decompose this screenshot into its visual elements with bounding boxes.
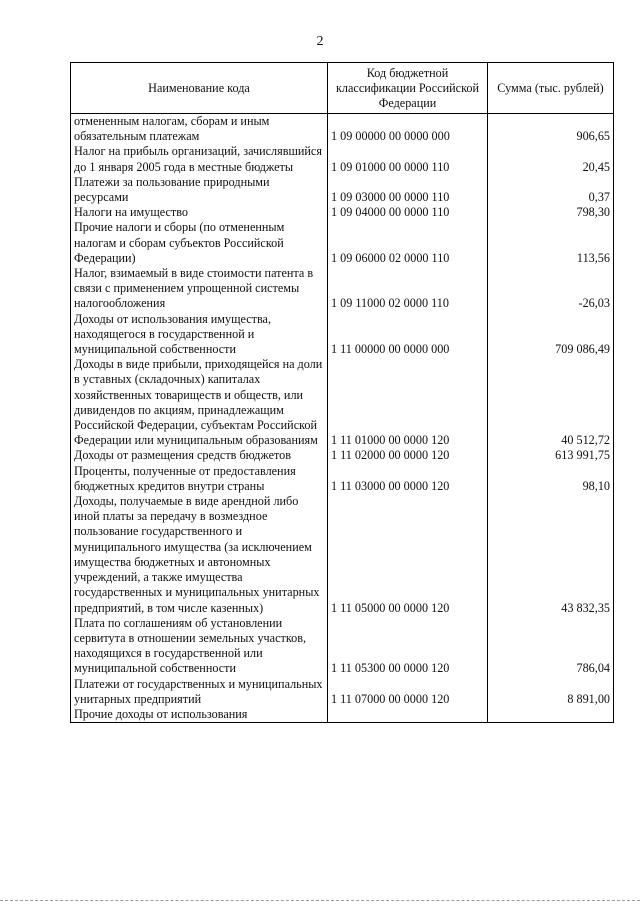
table-row xyxy=(71,205,614,220)
row-sum: 8 891,00 xyxy=(488,677,614,707)
row-name: Плата по соглашениям об установлении сервитута в отношении земельных участков, находящихся в государственной или муниципальной собственности xyxy=(71,616,328,677)
row-code: 1 09 01000 00 0000 110 xyxy=(328,144,488,174)
table-row xyxy=(71,494,614,616)
page-bottom-edge xyxy=(0,900,640,901)
row-code: 1 09 06000 02 0000 110 xyxy=(328,220,488,266)
row-sum: 906,65 xyxy=(488,114,614,145)
table-row xyxy=(71,144,614,174)
row-code: 1 11 07000 00 0000 120 xyxy=(328,677,488,707)
table-row xyxy=(71,677,614,707)
row-sum: 798,30 xyxy=(488,205,614,220)
row-sum: -26,03 xyxy=(488,266,614,312)
table-row xyxy=(71,616,614,677)
row-name: Прочие налоги и сборы (по отмененным налогам и сборам субъектов Российской Федерации) xyxy=(71,220,328,266)
table-row xyxy=(71,114,614,145)
table-header-row xyxy=(71,63,614,114)
row-code: 1 09 03000 00 0000 110 xyxy=(328,175,488,205)
row-sum: 20,45 xyxy=(488,144,614,174)
table-row xyxy=(71,175,614,205)
row-name: Налоги на имущество xyxy=(71,205,328,220)
row-name: Налог на прибыль организаций, зачислявшийся до 1 января 2005 года в местные бюджеты xyxy=(71,144,328,174)
row-name: Налог, взимаемый в виде стоимости патента в связи с применением упрощенной системы налогообложения xyxy=(71,266,328,312)
row-code: 1 09 11000 02 0000 110 xyxy=(328,266,488,312)
row-code: 1 11 00000 00 0000 000 xyxy=(328,312,488,358)
row-sum xyxy=(488,707,614,723)
row-code: 1 11 01000 00 0000 120 xyxy=(328,357,488,448)
row-name: Прочие доходы от использования xyxy=(71,707,328,723)
row-name: Доходы, получаемые в виде арендной либо иной платы за передачу в возмездное пользование государственного и муниципального имущества (за исключением имущества бюджетных и автономных учреждений, а также имущества государственных и муниципальных унитарных предприятий, в том числе казенных) xyxy=(71,494,328,616)
row-code: 1 09 00000 00 0000 000 xyxy=(328,114,488,145)
row-sum: 0,37 xyxy=(488,175,614,205)
table-row xyxy=(71,266,614,312)
row-code: 1 11 03000 00 0000 120 xyxy=(328,464,488,494)
row-sum: 613 991,75 xyxy=(488,448,614,463)
row-name: Доходы от размещения средств бюджетов xyxy=(71,448,328,463)
row-name: отмененным налогам, сборам и иным обязательным платежам xyxy=(71,114,328,145)
row-sum: 709 086,49 xyxy=(488,312,614,358)
table-row xyxy=(71,357,614,448)
budget-revenue-table xyxy=(70,62,614,723)
row-name: Доходы в виде прибыли, приходящейся на доли в уставных (складочных) капиталах хозяйственных товариществ и обществ, или дивидендов по акциям, принадлежащим Российской Федерации, субъектам Российской Федерации или муниципальным образованиям xyxy=(71,357,328,448)
page-number: 2 xyxy=(316,34,324,49)
row-code: 1 11 05000 00 0000 120 xyxy=(328,494,488,616)
row-code: 1 09 04000 00 0000 110 xyxy=(328,205,488,220)
row-code: 1 11 02000 00 0000 120 xyxy=(328,448,488,463)
table-row xyxy=(71,707,614,723)
header-code: Код бюджетной классификации Российской Федерации xyxy=(328,63,488,114)
table-row xyxy=(71,312,614,358)
row-name: Проценты, полученные от предоставления бюджетных кредитов внутри страны xyxy=(71,464,328,494)
row-name: Платежи за пользование природными ресурсами xyxy=(71,175,328,205)
row-sum: 113,56 xyxy=(488,220,614,266)
row-code: 1 11 05300 00 0000 120 xyxy=(328,616,488,677)
row-sum: 40 512,72 xyxy=(488,357,614,448)
row-sum: 98,10 xyxy=(488,464,614,494)
row-sum: 786,04 xyxy=(488,616,614,677)
table-row xyxy=(71,220,614,266)
row-sum: 43 832,35 xyxy=(488,494,614,616)
row-name: Платежи от государственных и муниципальных унитарных предприятий xyxy=(71,677,328,707)
row-code xyxy=(328,707,488,723)
table-row xyxy=(71,464,614,494)
row-name: Доходы от использования имущества, находящегося в государственной и муниципальной собственности xyxy=(71,312,328,358)
header-sum: Сумма (тыс. рублей) xyxy=(488,63,614,114)
header-name: Наименование кода xyxy=(71,63,328,114)
table-row xyxy=(71,448,614,463)
